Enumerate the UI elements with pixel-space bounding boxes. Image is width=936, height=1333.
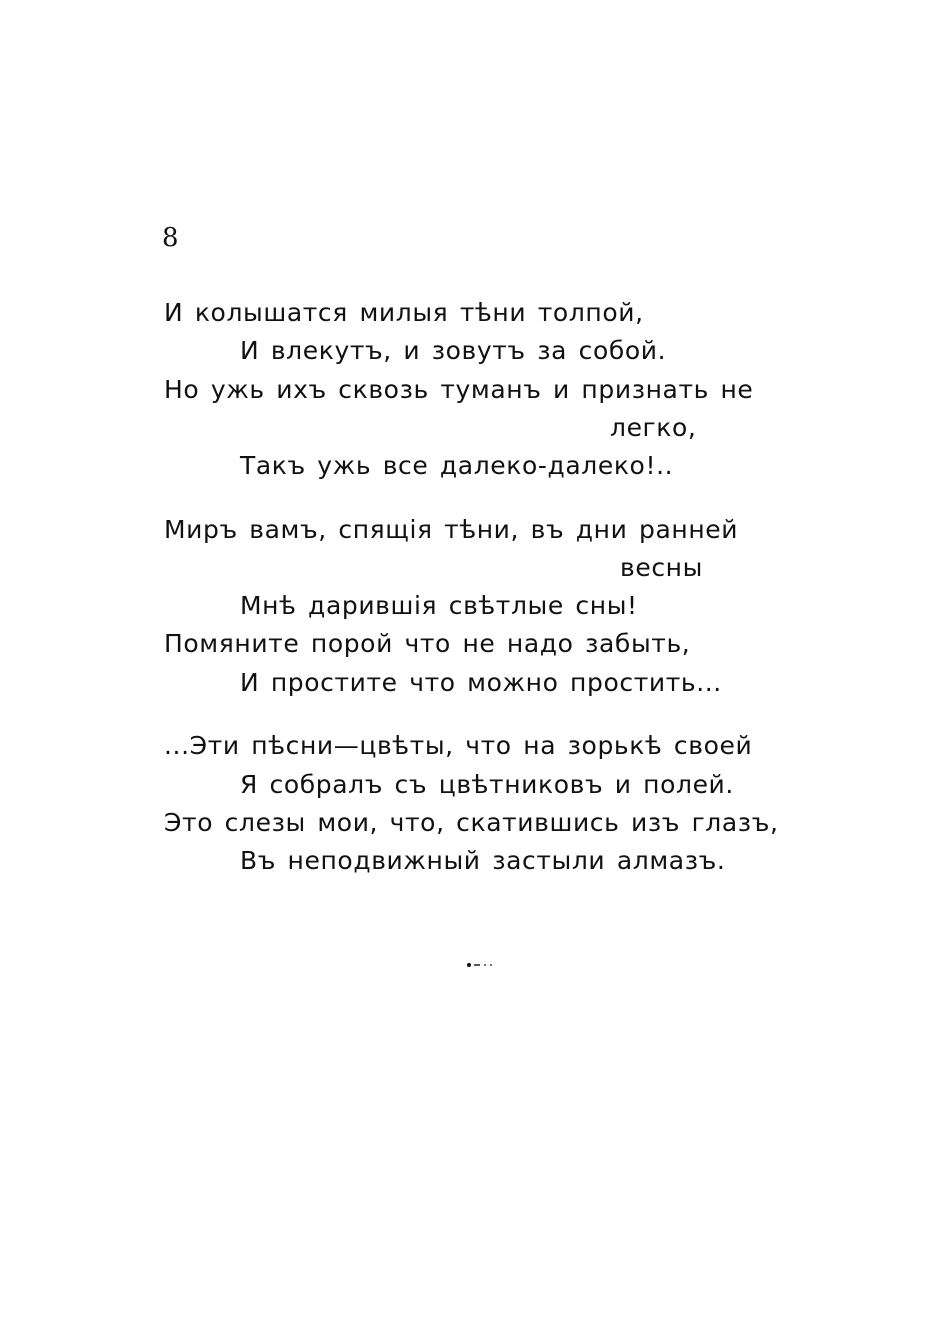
poem-line-continuation: легко, (610, 413, 697, 442)
poem-line: Но ужь ихъ сквозь туманъ и признать не (164, 375, 754, 404)
poem-line-continuation: весны (620, 553, 703, 582)
poem-line: Помяните порой что не надо забыть, (164, 629, 691, 658)
poem-line: Въ неподвижный застыли алмазъ. (240, 846, 726, 875)
poem-line: И простите что можно простить... (240, 668, 722, 697)
poem-line: Миръ вамъ, спящія тѣни, въ дни ранней (164, 515, 739, 544)
poem-line: Такъ ужь все далеко-далеко!.. (240, 451, 674, 480)
page-number: 8 (162, 223, 179, 253)
poem-line: И колышатся милыя тѣни толпой, (164, 298, 644, 327)
poem-line: Мнѣ дарившія свѣтлые сны! (240, 591, 638, 620)
poem-line: Это слезы мои, что, скатившись изъ глазъ, (164, 808, 779, 837)
poem-line: ...Эти пѣсни—цвѣты, что на зорькѣ своей (164, 731, 753, 760)
end-ornament-icon (466, 960, 500, 970)
poem-line: Я собралъ съ цвѣтниковъ и полей. (240, 770, 734, 799)
poem-line: И влекутъ, и зовутъ за собой. (240, 336, 667, 365)
